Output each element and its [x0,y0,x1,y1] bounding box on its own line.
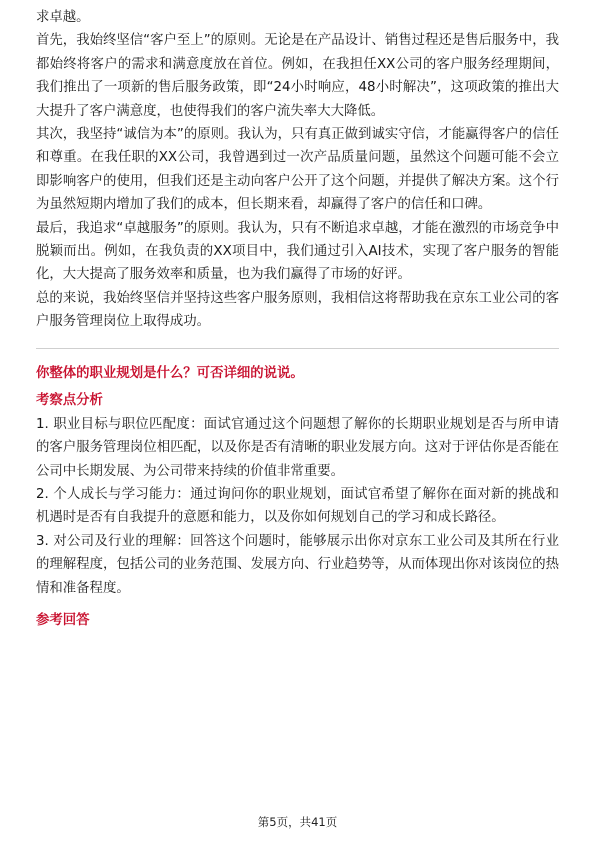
reference-answer-heading: 参考回答 [36,612,90,628]
answer-paragraph-integrity: 其次，我坚持“诚信为本”的原则。我认为，只有真正做到诚实守信，才能赢得客户的信任和尊重。在我任职的XX公司，我曾遇到过一次产品质量问题，虽然这个问题可能不会立即影响客户的使用，但我们还是主动向客户公开了这个问题，并提供了解决方案。这个行为虽然短期内增加了我们的成本，但长期来看，却赢得了客户的信任和口碑。 [36,127,559,213]
interview-question: 你整体的职业规划是什么？可否详细的说说。 [36,365,304,381]
document-page [36,6,559,633]
answer-paragraph-summary: 总的来说，我始终坚信并坚持这些客户服务原则，我相信这将帮助我在京东工业公司的客户服务管理岗位上取得成功。 [36,290,559,330]
page-number: 第5页，共41页 [257,815,338,829]
analysis-point-1: 1. 职业目标与职位匹配度：面试官通过这个问题想了解你的长期职业规划是否与所申请的客户服务管理岗位相匹配，以及你是否有清晰的职业发展方向。这对于评估你是否能在公司中长期发展、为公司带来持续的价值非常重要。 [36,416,559,479]
analysis-point-3: 3. 对公司及行业的理解：回答这个问题时，能够展示出你对京东工业公司及其所在行业的理解程度，包括公司的业务范围、发展方向、行业趋势等，从而体现出你对该岗位的热情和准备程度。 [36,533,559,596]
analysis-heading: 考察点分析 [36,392,103,408]
page-footer [0,814,595,830]
analysis-point-2: 2. 个人成长与学习能力：通过询问你的职业规划，面试官希望了解你在面对新的挑战和机遇时是否有自我提升的意愿和能力，以及你如何规划自己的学习和成长路径。 [36,486,559,526]
answer-paragraph-continuation: 求卓越。 [36,10,90,25]
answer-paragraph-excellence: 最后，我追求“卓越服务”的原则。我认为，只有不断追求卓越，才能在激烈的市场竞争中脱颖而出。例如，在我负责的XX项目中，我们通过引入AI技术，实现了客户服务的智能化，大大提高了服务效率和质量，也为我们赢得了市场的好评。 [36,220,559,283]
answer-paragraph-customer-first: 首先，我始终坚信“客户至上”的原则。无论是在产品设计、销售过程还是售后服务中，我都始终将客户的需求和满意度放在首位。例如，在我担任XX公司的客户服务经理期间，我们推出了一项新的售后服务政策，即“24小时响应，48小时解决”，这项政策的推出大大提升了客户满意度，也使得我们的客户流失率大大降低。 [36,33,559,119]
section-divider [36,348,559,349]
